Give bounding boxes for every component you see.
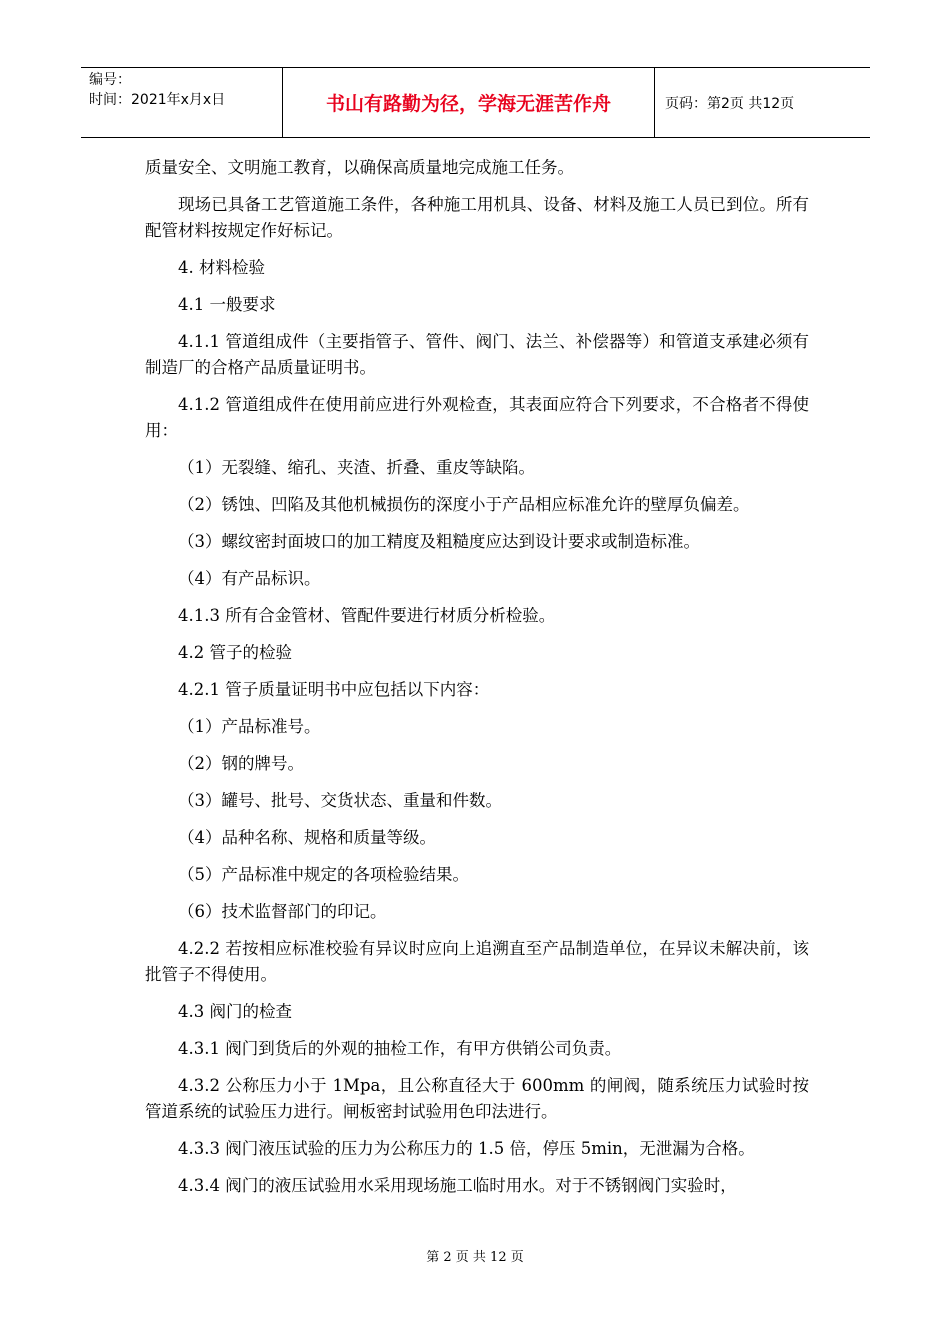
list-item: （3）罐号、批号、交货状态、重量和件数。 <box>178 791 502 810</box>
paragraph: 4.2.2 若按相应标准校验有异议时应向上追溯直至产品制造单位，在异议未解决前，该批管子不得使用。 <box>145 939 809 984</box>
date-label: 时间：2021年x月x日 <box>89 92 226 108</box>
number-label: 编号： <box>89 72 131 88</box>
header-motto: 书山有路勤为径，学海无涯苦作舟 <box>283 68 655 137</box>
paragraph: 4.2.1 管子质量证明书中应包括以下内容： <box>178 680 490 699</box>
page-footer: 第 2 页 共 12 页 <box>426 1250 524 1265</box>
list-item: （6）技术监督部门的印记。 <box>178 902 387 921</box>
list-item: （4）品种名称、规格和质量等级。 <box>178 828 436 847</box>
list-item: （2）锈蚀、凹陷及其他机械损伤的深度小于产品相应标准允许的壁厚负偏差。 <box>178 495 750 514</box>
section-heading: 4.2 管子的检验 <box>178 643 292 662</box>
paragraph: 4.3.3 阀门液压试验的压力为公称压力的 1.5 倍，停压 5min，无泄漏为合格。 <box>178 1139 755 1158</box>
header-page-info: 页码：第2页 共12页 <box>665 95 795 112</box>
paragraph: 质量安全、文明施工教育，以确保高质量地完成施工任务。 <box>145 158 574 177</box>
paragraph: 4.3.2 公称压力小于 1Mpa，且公称直径大于 600mm 的闸阀，随系统压力试验时按管道系统的试验压力进行。闸板密封试验用色印法进行。 <box>145 1076 809 1121</box>
paragraph: 现场已具备工艺管道施工条件，各种施工用机具、设备、材料及施工人员已到位。所有配管材料按规定作好标记。 <box>145 195 809 240</box>
list-item: （3）螺纹密封面坡口的加工精度及粗糙度应达到设计要求或制造标准。 <box>178 532 700 551</box>
paragraph: 4.3.1 阀门到货后的外观的抽检工作，有甲方供销公司负责。 <box>178 1039 622 1058</box>
list-item: （2）钢的牌号。 <box>178 754 304 773</box>
paragraph: 4.1.2 管道组成件在使用前应进行外观检查，其表面应符合下列要求，不合格者不得使用： <box>145 395 809 440</box>
header-info-cell <box>81 68 283 137</box>
document-body <box>145 155 809 1210</box>
list-item: （4）有产品标识。 <box>178 569 321 588</box>
paragraph: 4.3.4 阀门的液压试验用水采用现场施工临时用水。对于不锈钢阀门实验时， <box>178 1176 737 1195</box>
section-heading: 4.3 阀门的检查 <box>178 1002 292 1021</box>
list-item: （5）产品标准中规定的各项检验结果。 <box>178 865 469 884</box>
paragraph: 4.1.3 所有合金管材、管配件要进行材质分析检验。 <box>178 606 556 625</box>
section-heading: 4. 材料检验 <box>178 258 265 277</box>
paragraph: 4.1.1 管道组成件（主要指管子、管件、阀门、法兰、补偿器等）和管道支承建必须有制造厂的合格产品质量证明书。 <box>145 332 809 377</box>
section-heading: 4.1 一般要求 <box>178 295 276 314</box>
page-header <box>81 67 870 138</box>
list-item: （1）产品标准号。 <box>178 717 321 736</box>
list-item: （1）无裂缝、缩孔、夹渣、折叠、重皮等缺陷。 <box>178 458 535 477</box>
